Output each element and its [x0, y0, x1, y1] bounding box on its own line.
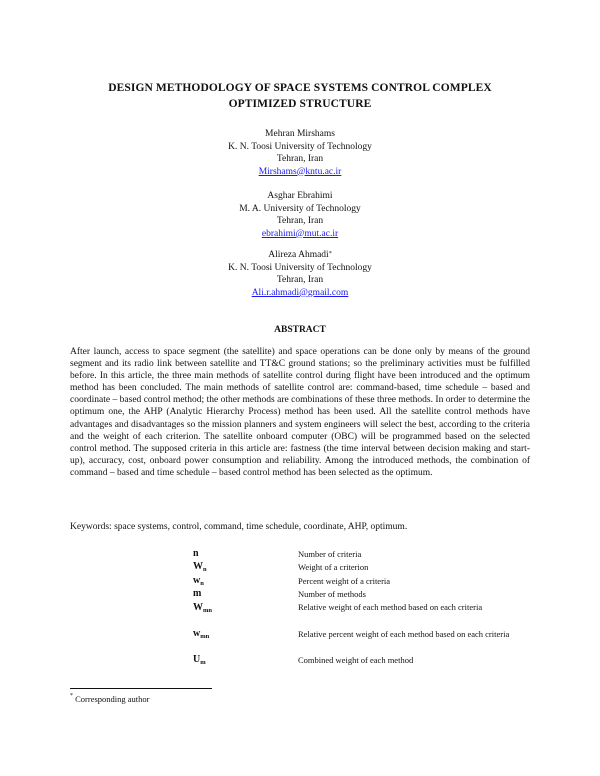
- nomenclature-description: Number of methods: [298, 589, 366, 599]
- nomenclature-symbol: $W_{mn}$: [193, 602, 213, 614]
- abstract-text: After launch, access to space segment (the satellite) and space operations can be done only by means of the ground segment and its radio link between satellite and TT&C ground stations; so the preliminary activities must be fulfilled before. In this article, the three main methods of satellite control during flight have been introduced and the optimum method has been concluded. The main methods of satellite control are: command-based, time schedule – based and coordinate – based control method; the other methods are combinations of these three methods. In order to determine the optimum one, the AHP (Analytic Hierarchy Process) method has been used. All the satellite control methods have advantages and disadvantages so the mission planners and system engineers will select the best, according to the criteria and the weight of each criterion. The satellite onboard computer (OBC) will be programmed based on the selected control method. The supposed criteria in this article are: fastness (the time interval between decision making and start-up), accuracy, cost, onboard power consumption and reliability. Among the introduced methods, the combination of command – based and time schedule – based control method has been selected as the optimum.: [70, 347, 530, 478]
- paper-title: [60, 80, 540, 112]
- author-block-3: [150, 249, 450, 299]
- title-line-1: DESIGN METHODOLOGY OF SPACE SYSTEMS CONTROL COMPLEX: [108, 82, 492, 94]
- nomenclature-description: Weight of a criterion: [298, 562, 369, 572]
- nomenclature-symbol: n: [193, 548, 199, 559]
- nomenclature-symbol: m: [193, 588, 202, 599]
- footnote-divider: [70, 688, 212, 689]
- author-location: Tehran, Iran: [276, 275, 324, 285]
- author-name: Alireza Ahmadi: [268, 250, 329, 260]
- footnote-marker: *: [70, 693, 73, 699]
- author-location: Tehran, Iran: [276, 154, 324, 164]
- abstract-heading: ABSTRACT: [274, 325, 326, 335]
- author-email-link[interactable]: ebrahimi@mut.ac.ir: [261, 228, 339, 239]
- author-block-1: [150, 128, 450, 178]
- footnote: [70, 694, 150, 704]
- nomenclature-description: Number of criteria: [298, 549, 362, 559]
- author-name: Mehran Mirshams: [265, 129, 335, 139]
- author-email-link[interactable]: Ali.r.ahmadi@gmail.com: [251, 287, 349, 298]
- nomenclature-description: Relative percent weight of each method based on each criteria: [298, 629, 510, 639]
- nomenclature-symbol: $w_{mn}$: [193, 628, 210, 640]
- nomenclature-description: Percent weight of a criteria: [298, 576, 391, 586]
- author-affiliation: K. N. Toosi University of Technology: [228, 262, 372, 273]
- author-block-2: [150, 190, 450, 240]
- author-email-link[interactable]: Mirshams@kntu.ac.ir: [258, 166, 342, 177]
- nomenclature-description: Combined weight of each method: [298, 655, 414, 665]
- nomenclature-symbol: $W_n$: [193, 561, 207, 573]
- author-affiliation: K. N. Toosi University of Technology: [228, 141, 372, 152]
- author-location: Tehran, Iran: [276, 216, 324, 226]
- footnote-text: Corresponding author: [75, 694, 150, 704]
- title-line-2: OPTIMIZED STRUCTURE: [228, 98, 372, 110]
- author-name: Asghar Ebrahimi: [267, 191, 333, 201]
- nomenclature-description: Relative weight of each method based on each criteria: [298, 602, 483, 612]
- nomenclature-symbol: $U_m$: [193, 654, 206, 666]
- keywords: Keywords: space systems, control, command, time schedule, coordinate, AHP, optimum.: [70, 522, 408, 532]
- corresponding-author-marker: *: [328, 251, 332, 257]
- nomenclature-symbol: $w_n$: [193, 575, 204, 587]
- author-affiliation: M. A. University of Technology: [239, 203, 361, 214]
